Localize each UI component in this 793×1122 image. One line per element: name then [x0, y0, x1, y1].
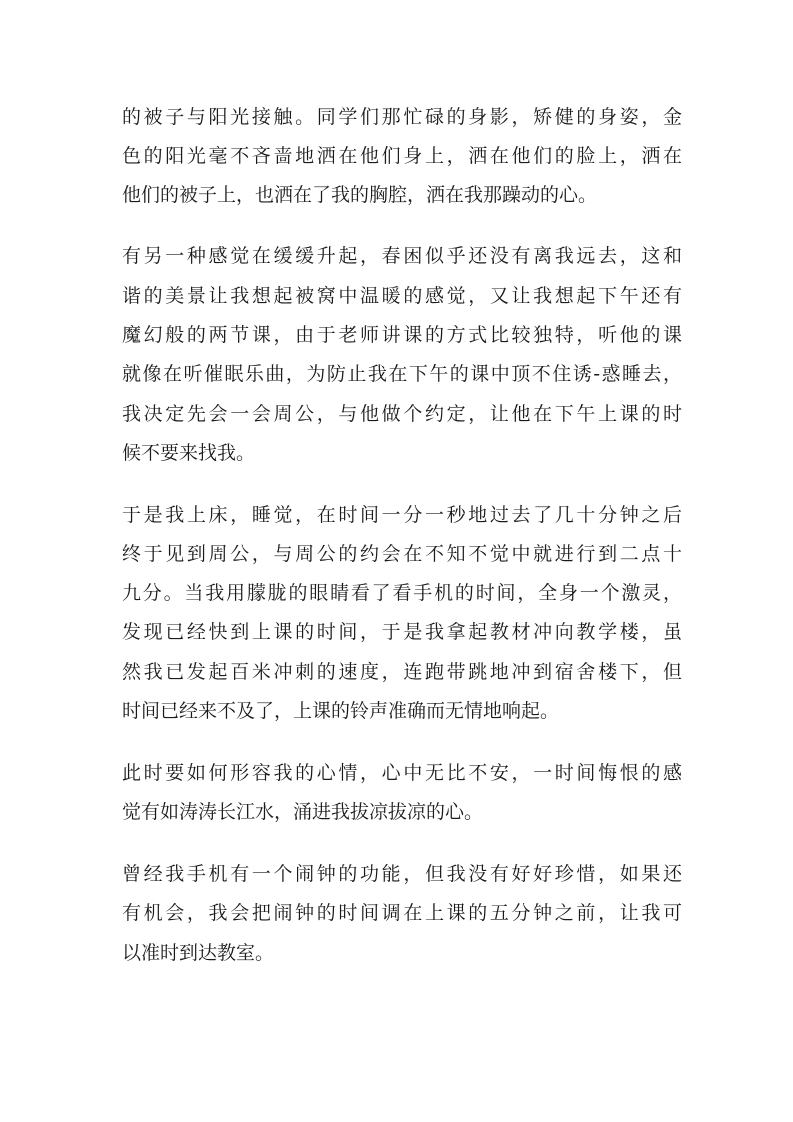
paragraph-2-line-6: 候不要来找我。	[122, 442, 256, 464]
paragraph-2-line-1: 有另一种感觉在缓缓升起，春困似乎还没有离我远去，这和	[122, 245, 682, 267]
paragraph-1-line-1: 的被子与阳光接触。同学们那忙碌的身影，矫健的身姿，金	[122, 106, 682, 128]
paragraph-1-line-2: 色的阳光毫不吝啬地洒在他们身上，洒在他们的脸上，洒在	[122, 145, 682, 167]
paragraph-3-line-1: 于是我上床，睡觉，在时间一分一秒地过去了几十分钟之后	[122, 504, 682, 526]
paragraph-2-line-3: 魔幻般的两节课，由于老师讲课的方式比较独特，听他的课	[122, 324, 682, 346]
paragraph-3-line-5: 然我已发起百米冲刺的速度，连跑带跳地冲到宿舍楼下，但	[122, 661, 682, 683]
paragraph-2-line-2: 谐的美景让我想起被窝中温暖的感觉，又让我想起下午还有	[122, 285, 682, 307]
paragraph-2-line-5: 我决定先会一会周公，与他做个约定，让他在下午上课的时	[122, 403, 682, 425]
paragraph-5-line-3: 以准时到达教室。	[122, 942, 275, 964]
paragraph-5-line-2: 有机会，我会把闹钟的时间调在上课的五分钟之前，让我可	[122, 902, 682, 924]
paragraph-3-line-3: 九分。当我用朦胧的眼睛看了看手机的时间，全身一个激灵，	[122, 582, 682, 604]
paragraph-2-line-4: 就像在听催眠乐曲，为防止我在下午的课中顶不住诱-惑睡去，	[122, 363, 682, 385]
paragraph-5-line-1: 曾经我手机有一个闹钟的功能，但我没有好好珍惜，如果还	[122, 863, 682, 885]
paragraph-3-line-4: 发现已经快到上课的时间，于是我拿起教材冲向教学楼，虽	[122, 621, 682, 643]
paragraph-3-line-2: 终于见到周公，与周公的约会在不知不觉中就进行到二点十	[122, 543, 682, 565]
paragraph-1-line-3: 他们的被子上，也洒在了我的胸腔，洒在我那躁动的心。	[122, 184, 598, 206]
paragraph-3-line-6: 时间已经来不及了，上课的铃声准确而无情地响起。	[122, 700, 560, 722]
paragraph-4-line-1: 此时要如何形容我的心情，心中无比不安，一时间悔恨的感	[122, 762, 682, 784]
paragraph-4-line-2: 觉有如涛涛长江水，涌进我拔凉拔凉的心。	[122, 801, 484, 823]
